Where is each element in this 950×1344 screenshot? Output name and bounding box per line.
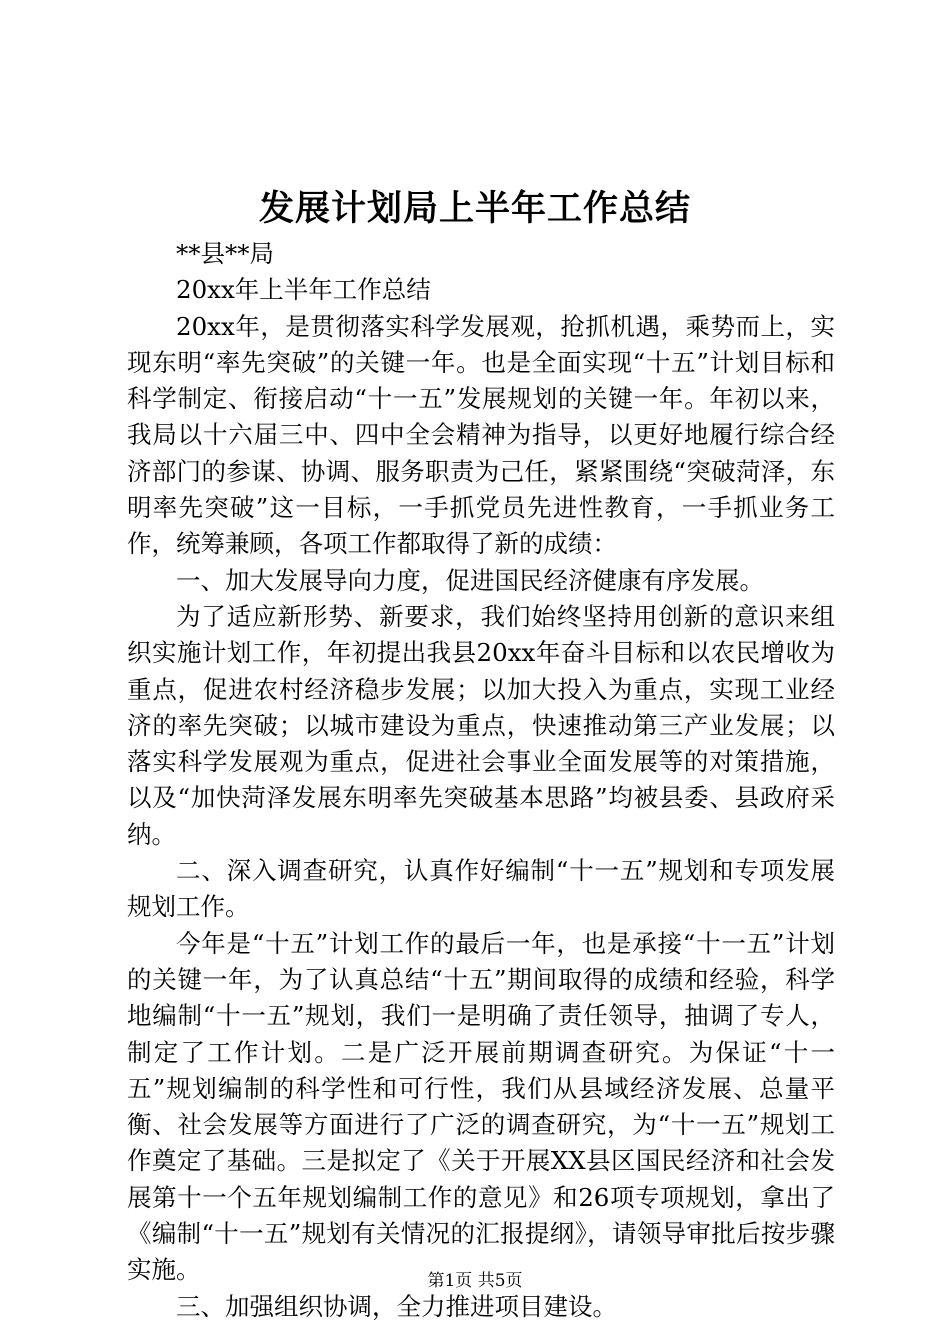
document-title: 发展计划局上半年工作总结: [258, 188, 691, 229]
document-body: [127, 236, 835, 1325]
section-heading: 三、加强组织协调，全力推进项目建设。: [176, 1291, 617, 1321]
body-paragraph: 为了适应新形势、新要求，我们始终坚持用创新的意识来组织实施计划工作，年初提出我县20xx年奋斗目标和以农民增收为重点，促进农村经济稳步发展；以加大投入为重点，实现工业经济的率先突破；以城市建设为重点，快速推动第三产业发展；以落实科学发展观为重点，促进社会事业全面发展等的对策措施，以及“加快菏泽发展东明率先突破基本思路”均被县委、县政府采纳。: [127, 601, 835, 849]
subtitle-line: 20xx年上半年工作总结: [176, 275, 431, 305]
section-heading: 一、加大发展导向力度，促进国民经济健康有序发展。: [176, 565, 764, 595]
page-footer: 第1页 共5页: [427, 1271, 523, 1291]
org-line: **县**局: [176, 239, 274, 268]
section-heading: 二、深入调查研究，认真作好编制“十一五”规划和专项发展规划工作。: [127, 856, 835, 922]
body-paragraph: 今年是“十五”计划工作的最后一年，也是承接“十一五”计划的关键一年，为了认真总结“十五”期间取得的成绩和经验，科学地编制“十一五”规划，我们一是明确了责任领导，抽调了专人，制定了工作计划。二是广泛开展前期调查研究。为保证“十一五”规划编制的科学性和可行性，我们从县域经济发展、总量平衡、社会发展等方面进行了广泛的调查研究，为“十一五”规划工作奠定了基础。三是拟定了《关于开展XX县区国民经济和社会发展第十一个五年规划编制工作的意见》和26项专项规划，拿出了《编制“十一五”规划有关情况的汇报提纲》，请领导审批后按步骤实施。: [127, 928, 835, 1285]
body-paragraph: 20xx年，是贯彻落实科学发展观，抢抓机遇，乘势而上，实现东明“率先突破”的关键一年。也是全面实现“十五”计划目标和科学制定、衔接启动“十一五”发展规划的关键一年。年初以来，我局以十六届三中、四中全会精神为指导，以更好地履行综合经济部门的参谋、协调、服务职责为己任，紧紧围绕“突破菏泽，东明率先突破”这一目标，一手抓党员先进性教育，一手抓业务工作，统筹兼顾，各项工作都取得了新的成绩：: [127, 311, 835, 559]
